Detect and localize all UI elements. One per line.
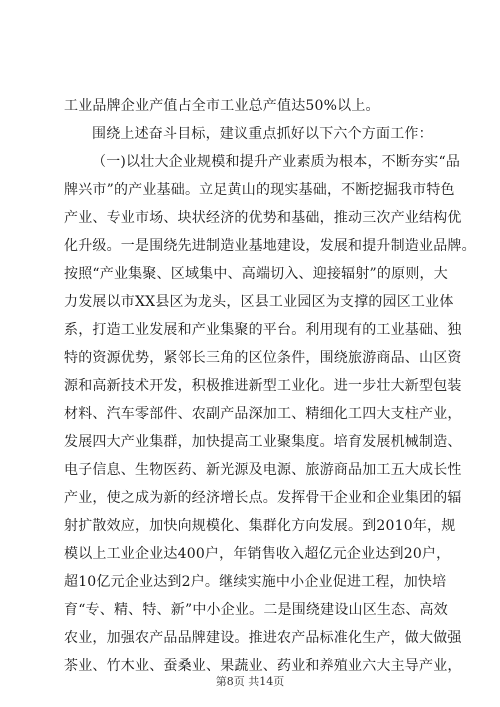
text-line: 材料、汽车零部件、农副产品深加工、精细化工四大支柱产业， [64, 406, 462, 422]
text-line: 产业，使之成为新的经济增长点。发挥骨干企业和企业集团的辐 [64, 490, 462, 506]
text-line: 模以上工业企业达400户，年销售收入超亿元企业达到20户， [64, 546, 451, 562]
text-line: 系，打造工业发展和产业集聚的平台。利用现有的工业基础、独 [64, 322, 462, 338]
text-line: 特的资源优势，紧邻长三角的区位条件，围绕旅游商品、山区资 [64, 350, 462, 366]
page-number-footer: 第8页 共14页 [215, 675, 285, 688]
text-line: 源和高新技术开发，积极推进新型工业化。进一步壮大新型包装 [64, 378, 462, 394]
text-line: 超10亿元企业达到2户。继续实施中小企业促进工程，加快培 [64, 574, 447, 590]
text-line: 牌兴市”的产业基础。立足黄山的现实基础，不断挖掘我市特色 [64, 182, 455, 198]
text-line: 育“专、精、特、新”中小企业。二是围绕建设山区生态、高效 [64, 602, 448, 618]
text-line: 发展四大产业集群，加快提高工业聚集度。培育发展机械制造、 [64, 434, 462, 450]
text-line: 电子信息、生物医药、新光源及电源、旅游商品加工五大成长性 [64, 462, 462, 478]
document-body [64, 92, 476, 680]
text-line: 茶业、竹木业、蚕桑业、果蔬业、药业和养殖业六大主导产业， [64, 658, 462, 674]
text-line: （一)以壮大企业规模和提升产业素质为根本，不断夯实“品 [92, 154, 461, 170]
text-line: 射扩散效应，加快向规模化、集群化方向发展。到2010年，规 [64, 518, 456, 534]
text-line: 力发展以市XX县区为龙头，区县工业园区为支撑的园区工业体 [64, 294, 454, 310]
text-line: 按照“产业集聚、区域集中、高端切入、迎接辐射”的原则，大 [64, 266, 448, 282]
text-line: 农业，加强农产品品牌建设。推进农产品标准化生产，做大做强 [64, 630, 462, 646]
text-line: 工业品牌企业产值占全市工业总产值达50%以上。 [64, 98, 380, 114]
text-line: 围绕上述奋斗目标，建议重点抓好以下六个方面工作： [92, 126, 433, 142]
text-line: 化升级。一是围绕先进制造业基地建设，发展和提升制造业品牌。 [64, 238, 476, 254]
text-line: 产业、专业市场、块状经济的优势和基础，推动三次产业结构优 [64, 210, 462, 226]
